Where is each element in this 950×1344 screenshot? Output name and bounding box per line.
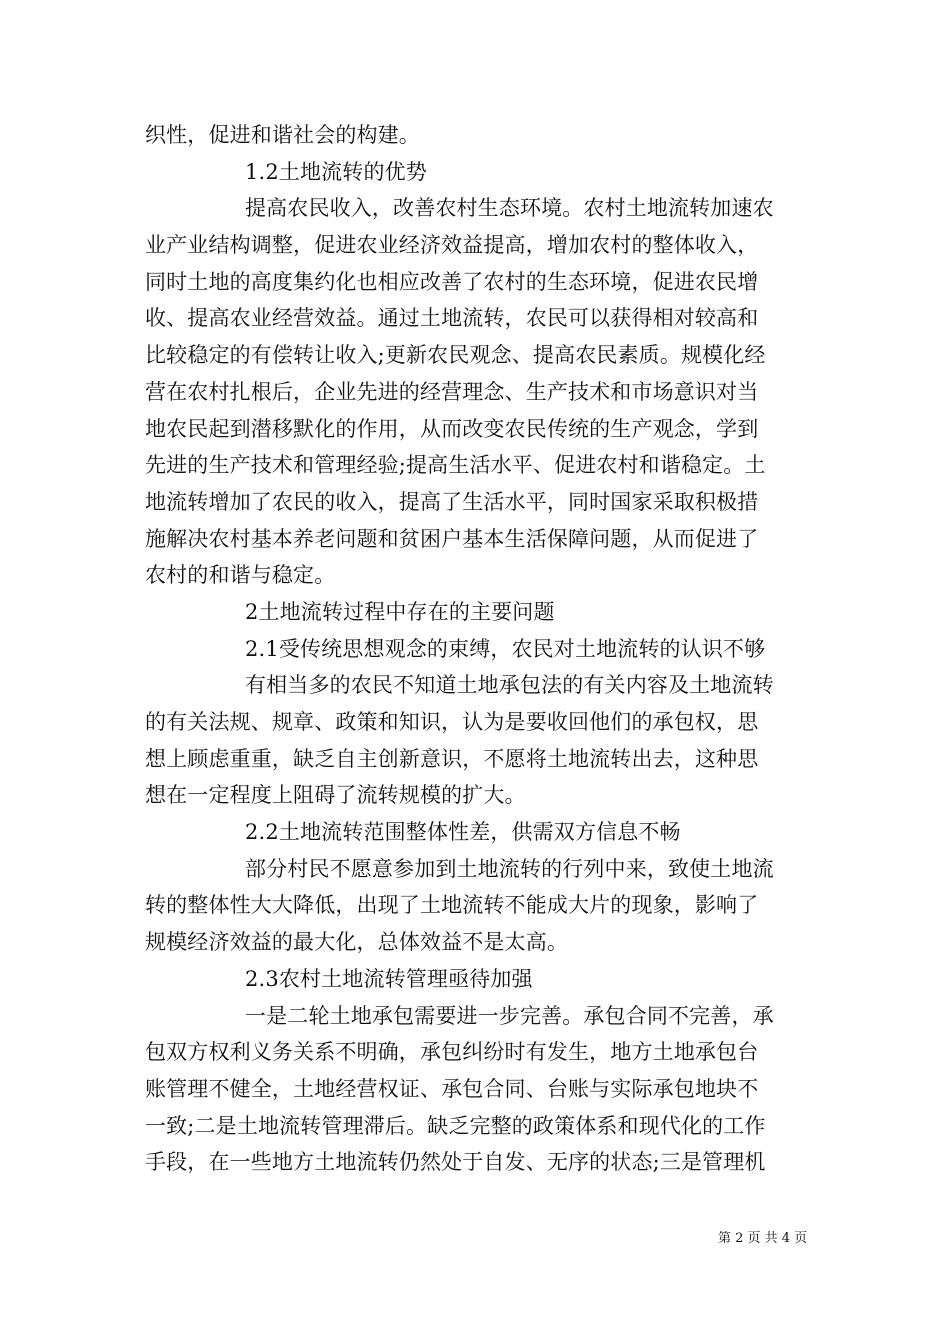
text-line: 1.2土地流转的优势 bbox=[245, 159, 427, 184]
text-line: 有相当多的农民不知道土地承包法的有关内容及土地流转 bbox=[245, 673, 774, 698]
text-line: 提高农民收入，改善农村生态环境。农村土地流转加速农 bbox=[245, 196, 774, 221]
text-line: 农村的和谐与稳定。 bbox=[145, 563, 336, 588]
text-line: 业产业结构调整，促进农业经济效益提高，增加农村的整体收入， bbox=[145, 233, 759, 258]
text-line: 手段，在一些地方土地流转仍然处于自发、无序的状态;三是管理机 bbox=[145, 1150, 766, 1175]
text-line: 先进的生产技术和管理经验;提高生活水平、促进农村和谐稳定。土 bbox=[145, 453, 766, 478]
text-line: 一是二轮土地承包需要进一步完善。承包合同不完善，承 bbox=[245, 1003, 774, 1028]
text-line: 比较稳定的有偿转让收入;更新农民观念、提高农民素质。规模化经 bbox=[145, 343, 766, 368]
text-line: 营在农村扎根后，企业先进的经营理念、生产技术和市场意识对当 bbox=[145, 379, 759, 404]
text-line: 织性，促进和谐社会的构建。 bbox=[145, 123, 420, 147]
text-line: 地流转增加了农民的收入，提高了生活水平，同时国家采取积极措 bbox=[145, 489, 759, 514]
text-line: 收、提高农业经营效益。通过土地流转，农民可以获得相对较高和 bbox=[145, 306, 759, 331]
text-line: 想在一定程度上阻碍了流转规模的扩大。 bbox=[145, 783, 526, 808]
text-line: 的有关法规、规章、政策和知识，认为是要收回他们的承包权，思 bbox=[145, 710, 759, 734]
text-line: 2.1受传统思想观念的束缚，农民对土地流转的认识不够 bbox=[245, 636, 766, 661]
text-line: 同时土地的高度集约化也相应改善了农村的生态环境，促进农民增 bbox=[145, 269, 759, 294]
text-line: 包双方权利义务关系不明确，承包纠纷时有发生，地方土地承包台 bbox=[145, 1040, 759, 1065]
text-line: 转的整体性大大降低，出现了土地流转不能成大片的现象，影响了 bbox=[145, 893, 759, 918]
text-line: 部分村民不愿意参加到土地流转的行列中来，致使土地流 bbox=[245, 856, 774, 881]
text-line: 地农民起到潜移默化的作用，从而改变农民传统的生产观念，学到 bbox=[145, 416, 759, 441]
text-line: 2.2土地流转范围整体性差，供需双方信息不畅 bbox=[245, 820, 681, 845]
text-line: 施解决农村基本养老问题和贫困户基本生活保障问题，从而促进了 bbox=[145, 526, 759, 551]
document-body bbox=[145, 117, 810, 1181]
page-number: 第 2 页 共 4 页 bbox=[718, 1231, 808, 1246]
text-line: 2土地流转过程中存在的主要问题 bbox=[245, 599, 555, 624]
text-line: 账管理不健全，土地经营权证、承包合同、台账与实际承包地块不 bbox=[145, 1076, 759, 1101]
text-line: 一致;二是土地流转管理滞后。缺乏完整的政策体系和现代化的工作 bbox=[145, 1113, 766, 1138]
text-line: 规模经济效益的最大化，总体效益不是太高。 bbox=[145, 930, 568, 955]
text-line: 想上顾虑重重，缺乏自主创新意识，不愿将土地流转出去，这种思 bbox=[145, 746, 759, 771]
text-line: 2.3农村土地流转管理亟待加强 bbox=[245, 966, 533, 991]
